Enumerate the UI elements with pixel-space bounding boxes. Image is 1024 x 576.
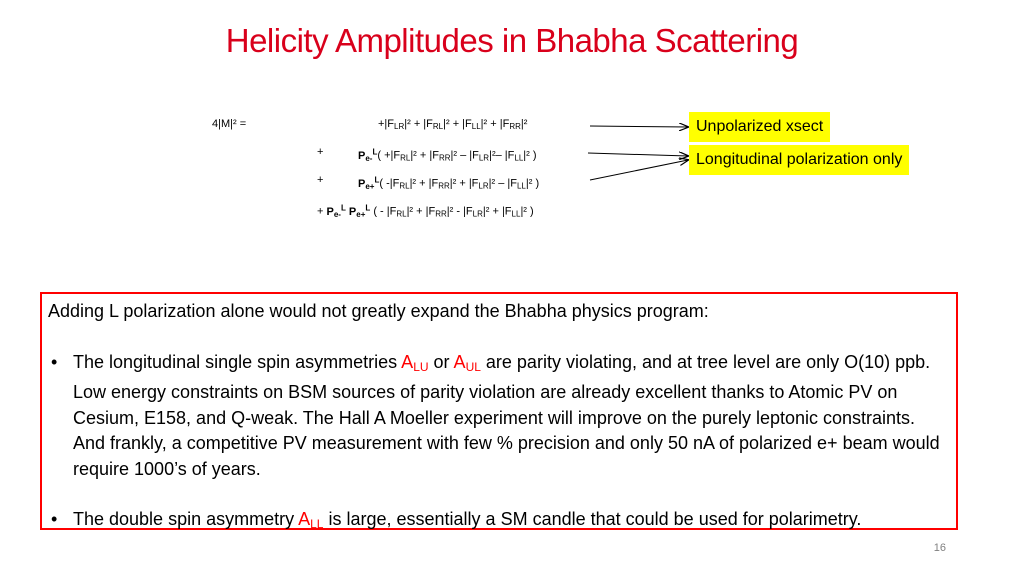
asymmetry-a-ll: $A_{LL}$ [298, 509, 324, 531]
callout-box [40, 292, 958, 530]
slide-title: Helicity Amplitudes in Bhabha Scattering [225, 22, 799, 59]
bullet-2-text-post: is large, essentially a SM candle that could be used for polarimetry. [323, 509, 862, 529]
equation-line-3: Pe+$^L$( -|FRL|² + |FRR|² + |FLR|² – |FLL|² ) [358, 175, 540, 191]
asymmetry-a-lu: $A_{LU}$ [401, 351, 429, 374]
bullet-2-text-pre: The double spin asymmetry [73, 509, 299, 529]
bullet-1-text-post: are parity violating, and at tree level are only O(10) ppb. Low energy constraints on BSM sources of parity violation are already excellent thanks to Atomic PV on Cesium, E158, and Q-weak. The Hall A Moeller experiment will improve on the purely leptonic constraints. And frankly, a competitive PV measurement with few % precision and only 50 nA of polarized e+ beam would require 1000’s of years. [73, 351, 940, 479]
equation-line-2: Pe-$^L$( +|FRL|² + |FRR|² – |FLR|²– |FLL|² ) [358, 147, 537, 163]
callout-intro: Adding L polarization alone would not greatly expand the Bhabha physics program: [48, 301, 709, 321]
equation-lhs: 4|M|² = [212, 118, 247, 130]
longitudinal-polarization-label: Longitudinal polarization only [689, 145, 909, 175]
page-number: 16 [933, 542, 946, 554]
asymmetry-a-ul: $A_{UL}$ [453, 351, 481, 374]
unpolarized-xsect-label: Unpolarized xsect [689, 112, 830, 142]
bullet-1-or: or [428, 351, 454, 372]
bullet-double-spin [48, 507, 950, 538]
equation-line-2-sign: + [317, 146, 324, 158]
arrow-unpolarized [590, 126, 688, 127]
bullet-single-spin [48, 350, 950, 483]
bullet-list [48, 350, 950, 538]
equation-line-4: + Pe-$^L$ Pe+$^L$ ( - |FRL|² + |FRR|² - |FLR|² + |FLL|² ) [317, 203, 534, 219]
bullet-1-text-pre: The longitudinal single spin asymmetries [73, 351, 402, 372]
equation-line-1: $+|F_{LR}|^2 + |F_{RL}|^2 + |F_{LL}|^2 + |F_{RR}|^2$ [378, 118, 528, 131]
arrow-line-2 [588, 153, 688, 156]
arrow-line-3 [590, 160, 688, 180]
equation-line-3-sign: + [317, 174, 324, 186]
